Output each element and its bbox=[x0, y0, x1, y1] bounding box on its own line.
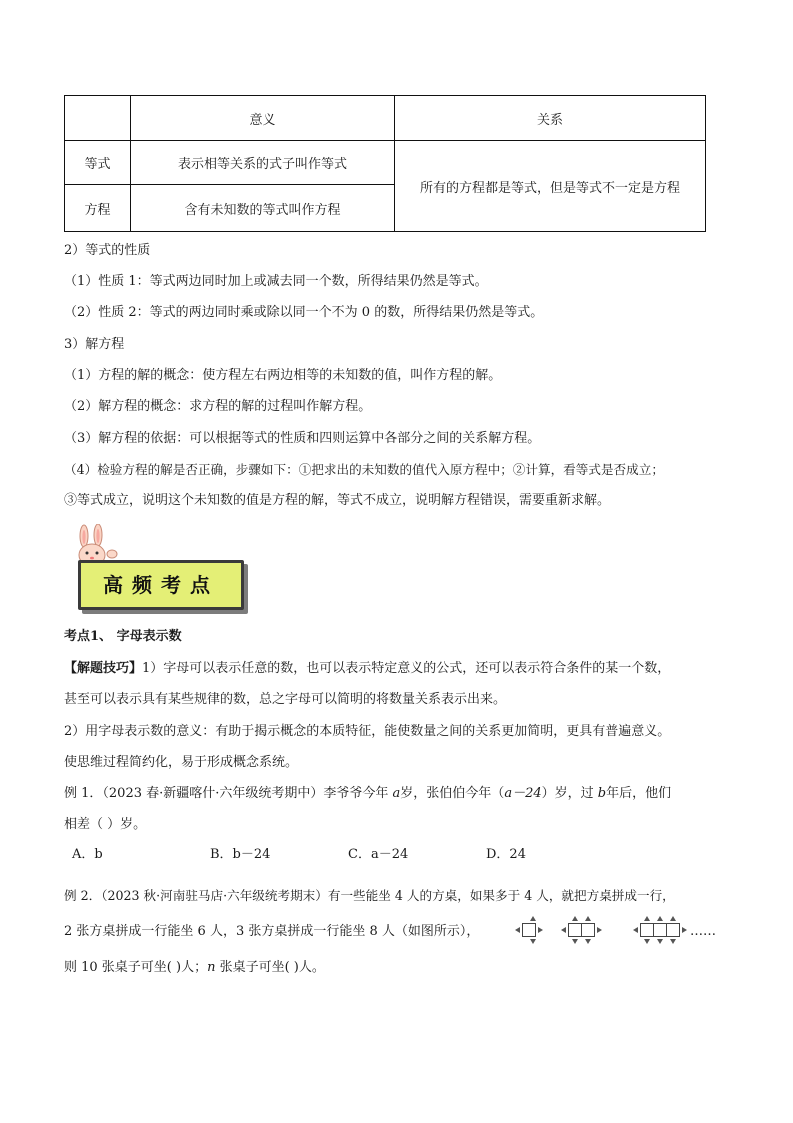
paragraph bbox=[64, 659, 670, 679]
paragraph: 2）用字母表示数的意义：有助于揭示概念的本质特征，能使数量之间的关系更加简明，更具有普遍意义。 bbox=[64, 724, 671, 739]
option-b: B．b－24 bbox=[210, 847, 271, 862]
banner-title: 高频考点 bbox=[103, 573, 219, 597]
topic-title: 考点1、 字母表示数 bbox=[64, 629, 182, 644]
option-c: C．a－24 bbox=[348, 847, 409, 862]
text: ）岁，过 bbox=[541, 786, 598, 801]
section-heading: 3）解方程 bbox=[64, 337, 125, 352]
table-header-relation: 关系 bbox=[395, 96, 706, 141]
table-cell-meaning: 表示相等关系的式子叫作等式 bbox=[131, 141, 395, 185]
text: 年后，他们 bbox=[606, 786, 672, 801]
paragraph: （3）解方程的依据：可以根据等式的性质和四则运算中各部分之间的关系解方程。 bbox=[64, 431, 541, 446]
example-2-question: 例 2．（2023 秋·河南驻马店·六年级统考期末）有一些能坐 4 人的方桌，如果多于 4 人，就把方桌拼成一行， bbox=[64, 888, 675, 903]
table-cell-meaning: 含有未知数的等式叫作方程 bbox=[131, 185, 395, 232]
text: 例 1．（2023 春·新疆喀什·六年级统考期中）李爷爷今年 bbox=[64, 786, 393, 801]
example-2-question-cont: 2 张方桌拼成一行能坐 6 人，3 张方桌拼成一行能坐 8 人（如图所示）， bbox=[64, 924, 480, 939]
paragraph: （4）检验方程的解是否正确，步骤如下：①把求出的未知数的值代入原方程中；②计算，看等式是否成立； bbox=[64, 462, 664, 477]
paragraph: （2）解方程的概念：求方程的解的过程叫作解方程。 bbox=[64, 399, 372, 414]
example-1-question bbox=[64, 784, 671, 804]
example-1-question-cont: 相差（ ）岁。 bbox=[64, 817, 147, 832]
option-a: A．b bbox=[72, 847, 103, 862]
table-cell-term: 等式 bbox=[65, 141, 131, 185]
table-cell-term: 方程 bbox=[65, 185, 131, 232]
comparison-table bbox=[64, 95, 706, 232]
example-2-question-blank bbox=[64, 958, 325, 978]
table-row bbox=[65, 141, 706, 185]
banner-box bbox=[78, 560, 244, 610]
paragraph: （1）性质 1：等式两边同时加上或减去同一个数，所得结果仍然是等式。 bbox=[64, 274, 488, 289]
text: 张桌子可坐( )人。 bbox=[215, 960, 325, 975]
text: 则 10 张桌子可坐( )人； bbox=[64, 960, 208, 975]
table-header-row bbox=[65, 96, 706, 141]
frequent-topics-banner bbox=[70, 524, 242, 610]
tip-text: 1）字母可以表示任意的数，也可以表示特定意义的公式，还可以表示符合条件的某一个数， bbox=[142, 661, 671, 676]
paragraph: （2）性质 2：等式的两边同时乘或除以同一个不为 0 的数，所得结果仍然是等式。 bbox=[64, 305, 544, 320]
paragraph: （1）方程的解的概念：使方程左右两边相等的未知数的值，叫作方程的解。 bbox=[64, 368, 502, 383]
tip-label: 【解题技巧】 bbox=[64, 661, 143, 676]
option-d: D．24 bbox=[486, 847, 526, 862]
variable: a bbox=[392, 786, 401, 801]
table-header-blank bbox=[65, 96, 131, 141]
variable: n bbox=[207, 960, 216, 975]
variable: b bbox=[597, 786, 607, 801]
table-cell-relation: 所有的方程都是等式，但是等式不一定是方程 bbox=[395, 141, 706, 232]
section-heading: 2）等式的性质 bbox=[64, 243, 151, 258]
expression: a－24 bbox=[504, 786, 542, 801]
paragraph: ③等式成立，说明这个未知数的值是方程的解，等式不成立，说明解方程错误，需要重新求解。 bbox=[64, 493, 611, 508]
text: 岁，张伯伯今年（ bbox=[400, 786, 505, 801]
table-header-meaning: 意义 bbox=[131, 96, 395, 141]
paragraph: 使思维过程简约化，易于形成概念系统。 bbox=[64, 755, 299, 770]
paragraph: 甚至可以表示具有某些规律的数，总之字母可以简明的将数量关系表示出来。 bbox=[64, 692, 507, 707]
ellipsis: …… bbox=[690, 924, 716, 939]
